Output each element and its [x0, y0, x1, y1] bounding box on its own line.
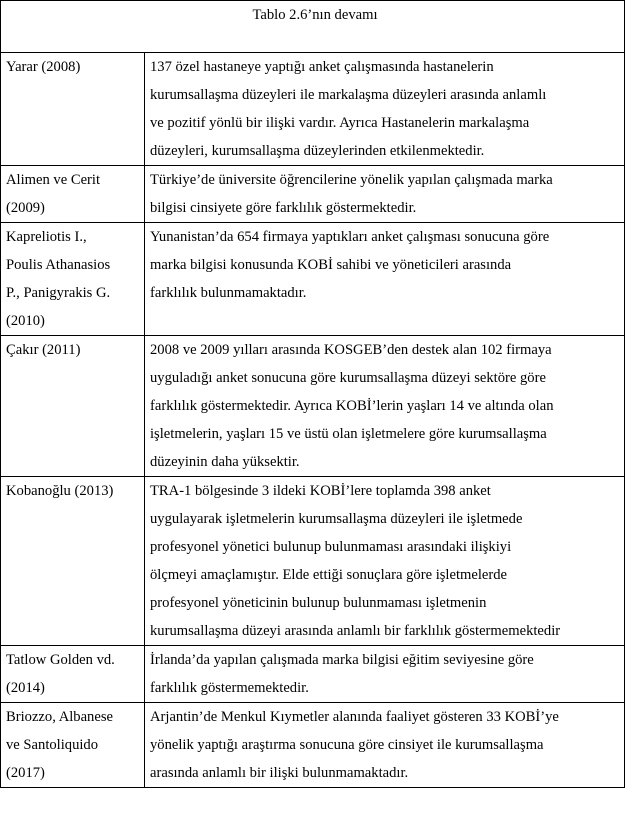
- author-line: Poulis Athanasios: [6, 257, 111, 273]
- finding-line: İrlanda’da yapılan çalışmada marka bilgisi eğitim seviyesine göre: [150, 652, 534, 668]
- author-cell: [1, 53, 145, 166]
- finding-line: uygulayarak işletmelerin kurumsallaşma düzeyleri ile işletmede: [150, 511, 523, 527]
- author-cell: [1, 646, 145, 703]
- finding-cell: [145, 336, 625, 477]
- author-cell: [1, 166, 145, 223]
- finding-line: ve pozitif yönlü bir ilişki vardır. Ayrıca Hastanelerin markalaşma: [150, 115, 530, 131]
- finding-line: ölçmeyi amaçlamıştır. Elde ettiği sonuçlara göre işletmelerde: [150, 567, 508, 583]
- finding-line: düzeyleri, kurumsallaşma düzeylerinden etkilenmektedir.: [150, 143, 485, 159]
- author-line: Çakır (2011): [6, 342, 81, 358]
- finding-line: farklılık göstermektedir. Ayrıca KOBİ’lerin yaşları 14 ve altında olan: [150, 398, 554, 414]
- caption-row: [1, 1, 625, 53]
- table-row: [1, 53, 625, 166]
- finding-line: profesyonel yöneticinin bulunup bulunmaması işletmenin: [150, 595, 487, 611]
- finding-cell: [145, 703, 625, 788]
- author-line: Kobanoğlu (2013): [6, 483, 114, 499]
- finding-line: işletmelerin, yaşları 15 ve üstü olan işletmelere göre kurumsallaşma: [150, 426, 547, 442]
- author-line: P., Panigyrakis G.: [6, 285, 111, 301]
- finding-line: 137 özel hastaneye yaptığı anket çalışmasında hastanelerin: [150, 59, 494, 75]
- table-row: [1, 477, 625, 646]
- table-caption: Tablo 2.6’nın devamı: [1, 1, 625, 53]
- finding-cell: [145, 223, 625, 336]
- table-row: [1, 703, 625, 788]
- author-cell: [1, 336, 145, 477]
- author-line: ve Santoliquido: [6, 737, 99, 753]
- author-line: (2009): [6, 200, 45, 216]
- finding-cell: [145, 53, 625, 166]
- author-line: Alimen ve Cerit: [6, 172, 101, 188]
- author-line: (2010): [6, 313, 45, 329]
- table-row: [1, 336, 625, 477]
- finding-line: Arjantin’de Menkul Kıymetler alanında faaliyet gösteren 33 KOBİ’ye: [150, 709, 559, 725]
- finding-line: Yunanistan’da 654 firmaya yaptıkları anket çalışması sonucuna göre: [150, 229, 550, 245]
- finding-line: yönelik yaptığı araştırma sonucuna göre cinsiyet ile kurumsallaşma: [150, 737, 544, 753]
- finding-line: 2008 ve 2009 yılları arasında KOSGEB’den destek alan 102 firmaya: [150, 342, 552, 358]
- table-row: [1, 223, 625, 336]
- author-cell: [1, 477, 145, 646]
- finding-cell: [145, 477, 625, 646]
- finding-line: düzeyinin daha yüksektir.: [150, 454, 300, 470]
- finding-line: farklılık bulunmamaktadır.: [150, 285, 307, 301]
- author-line: (2014): [6, 680, 45, 696]
- finding-line: arasında anlamlı bir ilişki bulunmamaktadır.: [150, 765, 409, 781]
- author-line: Tatlow Golden vd.: [6, 652, 115, 668]
- author-line: Yarar (2008): [6, 59, 81, 75]
- finding-line: TRA-1 bölgesinde 3 ildeki KOBİ’lere toplamda 398 anket: [150, 483, 491, 499]
- finding-line: kurumsallaşma düzeyleri ile markalaşma düzeyleri arasında anlamlı: [150, 87, 547, 103]
- finding-line: bilgisi cinsiyete göre farklılık göstermektedir.: [150, 200, 417, 216]
- finding-line: Türkiye’de üniversite öğrencilerine yönelik yapılan çalışmada marka: [150, 172, 553, 188]
- table-row: [1, 646, 625, 703]
- author-line: (2017): [6, 765, 45, 781]
- author-line: Briozzo, Albanese: [6, 709, 113, 725]
- author-line: Kapreliotis I.,: [6, 229, 87, 245]
- finding-line: uyguladığı anket sonucuna göre kurumsallaşma düzeyi sektöre göre: [150, 370, 546, 386]
- finding-line: profesyonel yönetici bulunup bulunmaması arasındaki ilişkiyi: [150, 539, 512, 555]
- finding-cell: [145, 166, 625, 223]
- table-row: [1, 166, 625, 223]
- finding-line: marka bilgisi konusunda KOBİ sahibi ve yöneticileri arasında: [150, 257, 512, 273]
- finding-line: farklılık göstermemektedir.: [150, 680, 309, 696]
- author-cell: [1, 703, 145, 788]
- finding-cell: [145, 646, 625, 703]
- finding-line: kurumsallaşma düzeyi arasında anlamlı bir farklılık göstermemektedir: [150, 623, 561, 639]
- author-cell: [1, 223, 145, 336]
